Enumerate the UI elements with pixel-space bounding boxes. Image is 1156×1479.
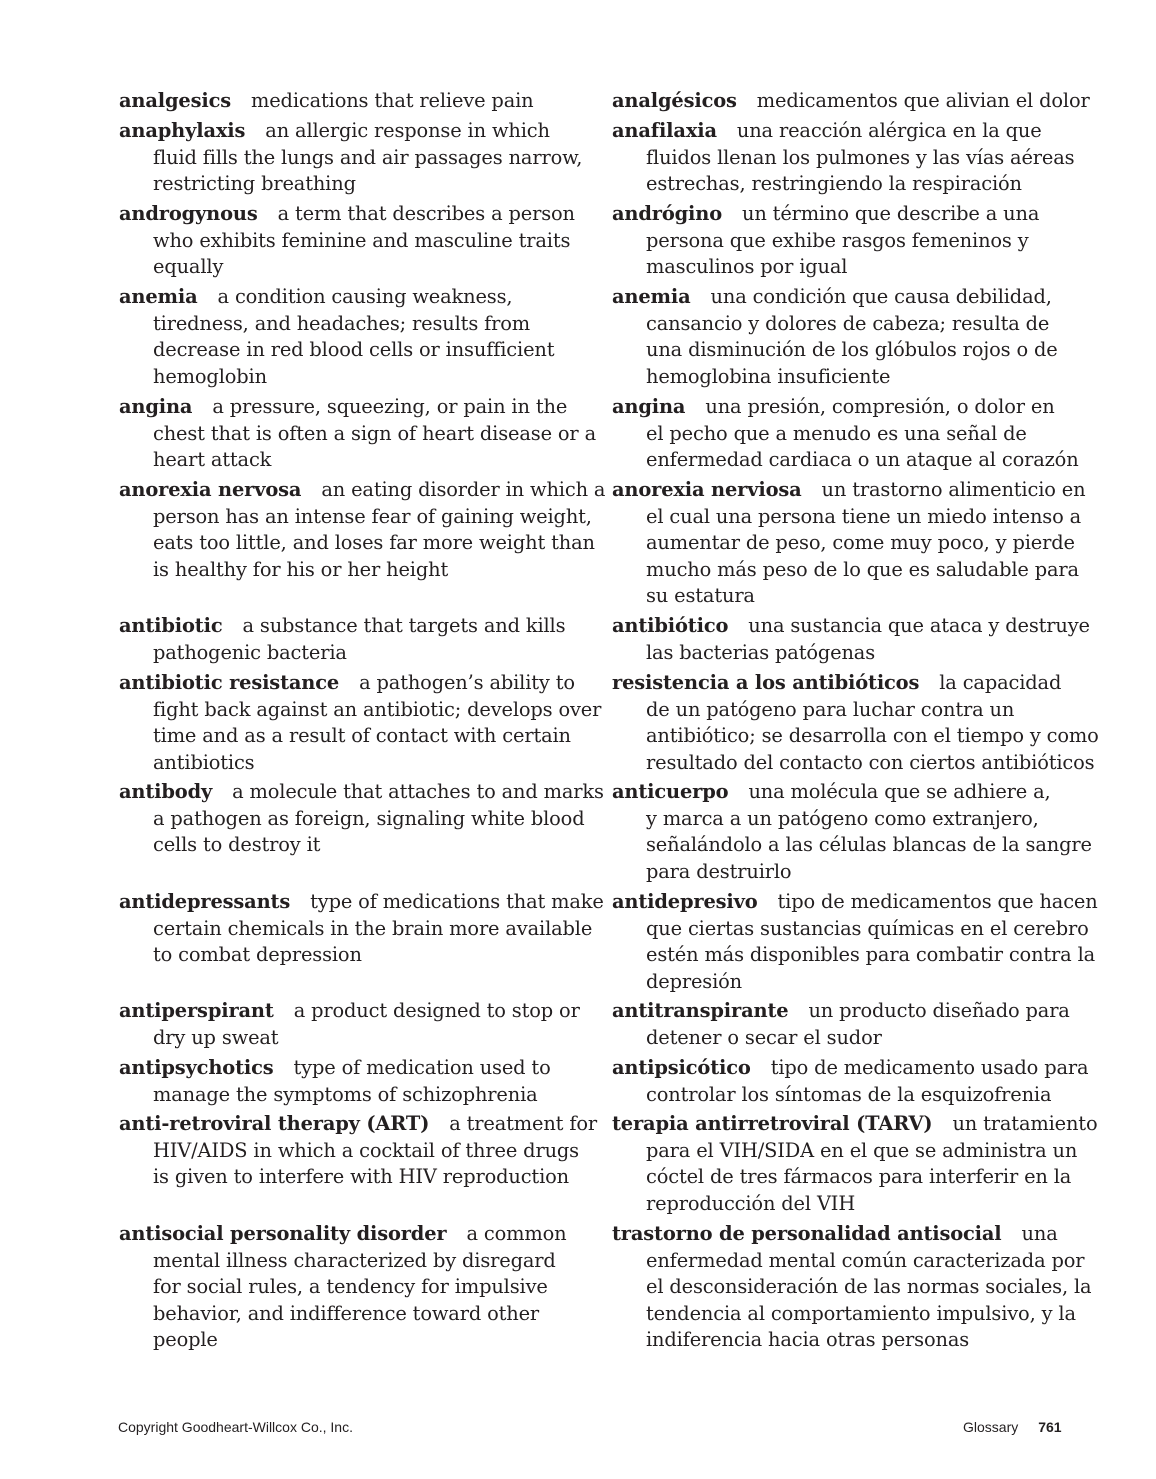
definition-text: enfermedad cardiaca o un ataque al corazón [646,448,1079,471]
glossary-term: antipsychotics [119,1056,274,1079]
definition-text: masculinos por igual [646,255,848,278]
definition-text: to combat depression [153,943,362,966]
glossary-entry [119,779,604,859]
definition-text: dry up sweat [153,1025,279,1049]
entry-continuation-line [612,1301,1082,1328]
definition-text: tipo de medicamentos que hacen [777,890,1098,913]
definition-text: certain chemicals in the brain more available [153,916,593,940]
definition-text: pathogenic bacteria [153,640,347,664]
glossary-entry [612,889,1098,995]
glossary-term: analgesics [119,89,231,112]
entry-continuation-line [612,916,1089,943]
entry-continuation-line [612,447,1082,474]
entry-first-line [612,477,1086,504]
definition-text: una disminución de los glóbulos rojos o de [646,338,1058,361]
glossary-term: antidepressants [119,890,291,913]
entry-first-line [612,1055,1089,1082]
definition-text: medications that relieve pain [251,89,534,112]
definition-text: is given to interfere with HIV reproduction [153,1165,569,1188]
definition-text: fluid fills the lungs and air passages narrow, [153,145,583,169]
entry-continuation-line [119,145,581,172]
entry-first-line [612,670,1082,697]
entry-continuation-line [119,228,581,255]
definition-text: indiferencia hacia otras personas [646,1328,970,1351]
entry-first-line [119,1055,581,1082]
entry-continuation-line [119,1025,581,1052]
glossary-entry [612,670,1099,776]
definition-text: a pressure, squeezing, or pain in the [212,395,568,418]
definition-text: eats too little, and loses far more weight than [153,531,595,554]
definition-text: una sustancia que ataca y destruye [748,614,1090,637]
entry-continuation-line [119,916,593,943]
entry-continuation-line [119,1138,581,1165]
entry-first-line [612,889,1098,916]
entry-continuation-line [119,254,581,281]
glossary-entry [119,613,581,666]
definition-text: depresión [646,969,743,993]
glossary-entry [612,1221,1092,1354]
definition-text: el desconsideración de las normas sociales, la [646,1275,1092,1298]
glossary-entry [612,779,1092,885]
entry-continuation-line [612,254,1082,281]
glossary-entry [119,998,581,1051]
glossary-term: antipsicótico [612,1056,751,1079]
entry-continuation-line [119,557,581,584]
definition-text: cells to destroy it [153,833,321,856]
definition-text: estén más disponibles para combatir contra la [646,943,1096,966]
definition-text: people [153,1328,218,1351]
entry-first-line [119,284,581,311]
entry-continuation-line [119,530,595,557]
entry-continuation-line [119,1301,581,1328]
definition-text: for social rules, a tendency for impulsive [153,1275,548,1298]
definition-text: un término que describe a una [741,202,1040,225]
definition-text: una reacción alérgica en la que [736,119,1042,142]
definition-text: cóctel de tres fármacos para interferir en la [646,1165,1072,1188]
entry-first-line [119,889,604,916]
entry-first-line [119,477,606,504]
entry-continuation-line [612,228,1082,255]
entry-continuation-line [612,1248,1085,1275]
glossary-term: resistencia a los antibióticos [612,671,920,694]
glossary-entry [612,88,1090,115]
entry-first-line [612,118,1082,145]
entry-continuation-line [612,421,1082,448]
glossary-term: antisocial personality disorder [119,1222,447,1245]
definition-text: una molécula que se adhiere a, [748,780,1051,803]
entry-first-line [612,1221,1082,1248]
definition-text: resultado del contacto con ciertos antibióticos [646,750,1095,774]
glossary-term: antitranspirante [612,999,789,1022]
definition-text: equally [153,255,224,278]
entry-continuation-line [612,530,1082,557]
definition-text: y marca a un patógeno como extranjero, [646,806,1039,830]
definition-text: mucho más peso de lo que es saludable para [646,557,1079,581]
glossary-term: antibiotic resistance [119,671,340,694]
entry-first-line [119,1111,598,1138]
entry-continuation-line [612,583,1082,610]
glossary-entry [119,670,602,776]
glossary-entry [119,1111,598,1191]
definition-text: a substance that targets and kills [242,614,566,637]
glossary-term: angina [119,395,193,418]
entry-first-line [612,201,1082,228]
glossary-term: anemia [119,285,198,308]
entry-continuation-line [612,311,1082,338]
definition-text: tipo de medicamento usado para [770,1056,1089,1079]
definition-text: de un patógeno para luchar contra un [646,697,1015,721]
entry-continuation-line [119,832,581,859]
entry-continuation-line [612,806,1082,833]
entry-first-line [612,284,1082,311]
definition-text: antibiotics [153,750,255,774]
glossary-entry [119,1221,581,1354]
glossary-term: antiperspirant [119,999,274,1022]
definition-text: una condición que causa debilidad, [710,285,1052,308]
definition-text: las bacterias patógenas [646,640,876,664]
definition-text: a common [466,1222,567,1245]
entry-continuation-line [612,859,1082,886]
entry-continuation-line [119,942,581,969]
glossary-term: anti-retroviral therapy (ART) [119,1112,430,1135]
entry-continuation-line [612,1274,1092,1301]
definition-text: para destruirlo [646,859,792,883]
entry-first-line [612,394,1082,421]
glossary-term: anaphylaxis [119,119,246,142]
definition-text: who exhibits feminine and masculine traits [153,228,571,252]
entry-continuation-line [119,1164,581,1191]
definition-text: hemoglobina insuficiente [646,364,891,388]
definition-text: heart attack [153,448,272,471]
glossary-term: antidepresivo [612,890,758,913]
glossary-term: analgésicos [612,89,737,112]
glossary-entry [612,394,1082,474]
glossary-entry [612,1111,1098,1217]
entry-continuation-line [119,421,596,448]
glossary-entry [612,201,1082,281]
glossary-term: anemia [612,285,691,308]
entry-first-line [119,670,581,697]
entry-continuation-line [612,942,1096,969]
glossary-term: antibody [119,780,213,803]
entry-continuation-line [612,145,1082,172]
definition-text: an eating disorder in which a [321,478,606,501]
entry-first-line [119,394,581,421]
definition-text: restricting breathing [153,172,356,195]
entry-continuation-line [612,364,1082,391]
entry-first-line [119,613,581,640]
definition-text: que ciertas sustancias químicas en el cerebro [646,916,1089,940]
definition-text: fluidos llenan los pulmones y las vías aéreas [646,145,1075,169]
glossary-term: terapia antirretroviral (TARV) [612,1112,933,1135]
definition-text: a condition causing weakness, [217,285,513,308]
entry-continuation-line [119,364,581,391]
definition-text: estrechas, restringiendo la respiración [646,172,1022,195]
definition-text: manage the symptoms of schizophrenia [153,1082,538,1106]
glossary-term: trastorno de personalidad antisocial [612,1222,1002,1245]
definition-text: a pathogen’s ability to [359,671,575,694]
glossary-term: anorexia nervosa [119,478,302,501]
definition-text: an allergic response in which [265,119,550,142]
entry-continuation-line [612,697,1082,724]
definition-text: chest that is often a sign of heart disease or a [153,421,596,445]
glossary-term: antibiótico [612,614,729,637]
entry-first-line [612,613,1090,640]
glossary-entry [612,613,1090,666]
glossary-entry [119,284,581,390]
entry-continuation-line [119,1327,581,1354]
glossary-entry [119,88,581,115]
definition-text: una [1021,1222,1058,1245]
glossary-entry [612,118,1082,198]
definition-text: is healthy for his or her height [153,557,449,581]
definition-text: tendencia al comportamiento impulsivo, y la [646,1301,1076,1325]
definition-text: decrease in red blood cells or insufficient [153,338,555,361]
glossary-entry [119,1055,581,1108]
definition-text: para el VIH/SIDA en el que se administra un [646,1138,1078,1162]
entry-first-line [612,779,1082,806]
glossary-entry [612,284,1082,390]
definition-text: detener o secar el sudor [646,1025,882,1049]
definition-text: a product designed to stop or [293,999,580,1022]
entry-first-line [612,88,1090,115]
entry-continuation-line [612,504,1082,531]
definition-text: el cual una persona tiene un miedo intenso a [646,504,1082,528]
entry-continuation-line [119,311,581,338]
definition-text: el pecho que a menudo es una señal de [646,421,1027,445]
definition-text: aumentar de peso, come muy poco, y pierde [646,531,1075,554]
entry-continuation-line [612,171,1082,198]
definition-text: type of medications that make [310,890,604,913]
definition-text: fight back against an antibiotic; develops over [153,697,602,721]
page-footer-right [963,1419,1062,1435]
definition-text: a molecule that attaches to and marks [232,780,604,803]
definition-text: time and as a result of contact with certain [153,724,571,747]
glossary-entry [119,889,604,969]
definition-text: HIV/AIDS in which a cocktail of three drugs [153,1138,579,1162]
entry-continuation-line [119,697,602,724]
entry-first-line [119,1221,581,1248]
definition-text: persona que exhibe rasgos femeninos y [646,228,1029,252]
entry-continuation-line [612,723,1099,750]
glossary-entry [119,477,606,583]
definition-text: hemoglobin [153,364,267,388]
entry-continuation-line [612,750,1095,777]
glossary-entry [119,118,581,198]
entry-continuation-line [612,1025,1082,1052]
section-label: Glossary [963,1419,1019,1435]
entry-continuation-line [612,1138,1082,1165]
glossary-term: andrógino [612,202,722,225]
glossary-entry [119,201,581,281]
entry-continuation-line [612,969,1082,996]
entry-first-line [612,998,1082,1025]
entry-continuation-line [119,447,581,474]
definition-text: behavior, and indifference toward other [153,1301,540,1325]
entry-continuation-line [119,1248,581,1275]
definition-text: antibiótico; se desarrolla con el tiempo y como [646,724,1099,747]
glossary-term: androgynous [119,202,258,225]
entry-first-line [612,1111,1098,1138]
entry-first-line [119,88,581,115]
glossary-entry [612,1055,1089,1108]
entry-continuation-line [612,1327,1082,1354]
definition-text: su estatura [646,584,755,607]
definition-text: cansancio y dolores de cabeza; resulta de [646,311,1050,335]
entry-continuation-line [119,171,581,198]
entry-continuation-line [119,337,581,364]
glossary-entry [612,998,1082,1051]
definition-text: reproducción del VIH [646,1191,856,1215]
definition-text: una presión, compresión, o dolor en [705,395,1055,418]
glossary-term: anafilaxia [612,119,717,142]
entry-continuation-line [119,640,581,667]
entry-first-line [119,118,581,145]
entry-continuation-line [612,1191,1082,1218]
definition-text: controlar los síntomas de la esquizofrenia [646,1082,1052,1106]
entry-continuation-line [119,1082,581,1109]
entry-first-line [119,779,604,806]
entry-continuation-line [612,337,1082,364]
entry-continuation-line [612,1082,1082,1109]
entry-first-line [119,201,581,228]
definition-text: señalándolo a las células blancas de la sangre [646,833,1092,856]
entry-continuation-line [119,1274,581,1301]
definition-text: enfermedad mental común caracterizada por [646,1248,1085,1272]
copyright-notice: Copyright Goodheart-Willcox Co., Inc. [118,1419,353,1435]
definition-text: medicamentos que alivian el dolor [756,89,1090,112]
definition-text: person has an intense fear of gaining weight, [153,504,592,528]
definition-text: tiredness, and headaches; results from [153,311,531,335]
entry-continuation-line [612,1164,1082,1191]
glossary-term: anticuerpo [612,780,729,803]
definition-text: a term that describes a person [277,202,575,225]
entry-continuation-line [612,832,1092,859]
glossary-term: antibiotic [119,614,223,637]
entry-continuation-line [119,806,585,833]
entry-continuation-line [612,640,1082,667]
definition-text: mental illness characterized by disregard [153,1248,556,1272]
entry-continuation-line [119,504,592,531]
definition-text: a treatment for [449,1112,598,1135]
glossary-entry [119,394,596,474]
page-number: 761 [1038,1419,1062,1435]
entry-first-line [119,998,581,1025]
entry-continuation-line [119,723,581,750]
definition-text: un trastorno alimenticio en [821,478,1086,501]
glossary-entry [612,477,1086,610]
definition-text: la capacidad [939,671,1062,694]
glossary-term: angina [612,395,686,418]
definition-text: type of medication used to [293,1056,551,1079]
definition-text: a pathogen as foreign, signaling white blood [153,806,585,830]
definition-text: un tratamiento [952,1112,1098,1135]
glossary-term: anorexia nerviosa [612,478,802,501]
entry-continuation-line [612,557,1082,584]
definition-text: un producto diseñado para [808,999,1070,1022]
entry-continuation-line [119,750,581,777]
